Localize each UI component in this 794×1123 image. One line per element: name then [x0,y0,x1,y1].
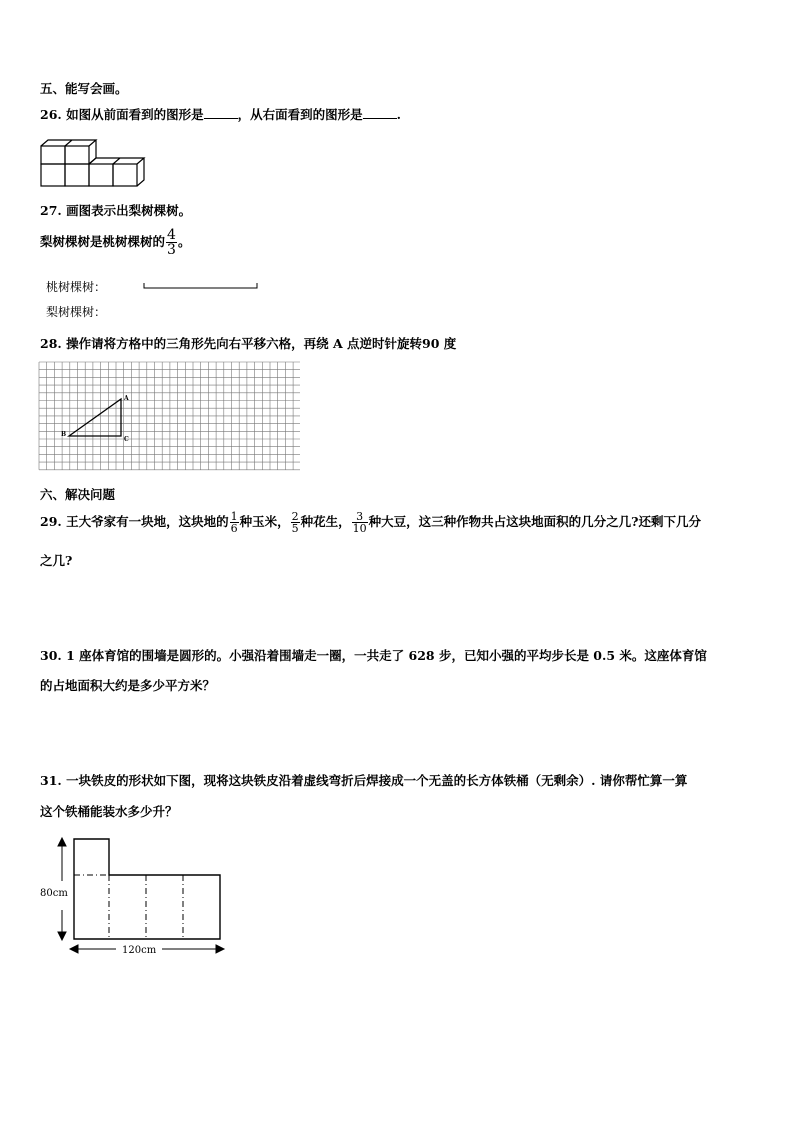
question-text: 梨树棵树是桃树棵树的 [40,234,166,249]
q27-ratio-line [40,228,190,257]
question-number: 30. [40,648,62,663]
question-text: 种大豆，这三种作物共占这块地面积的几分之几?还剩下几分 [368,514,701,529]
question-31 [40,771,687,789]
question-26 [40,105,401,123]
fraction-denominator: 10 [352,522,367,535]
fraction-denominator: 6 [230,522,238,535]
question-30 [40,646,707,664]
question-number: 31. [40,773,62,788]
question-27 [40,201,191,219]
fraction-denominator: 3 [167,242,176,258]
section-heading-6: 六、解决问题 [40,487,116,502]
dimension-width-label: 120cm [122,945,157,956]
question-number: 26. [40,107,62,122]
answer-blank-right[interactable] [363,106,397,119]
grid-figure [38,361,300,475]
question-text: 操作请将方格中的三角形先向右平移六格，再绕 A 点逆时针旋转90 度 [66,336,457,351]
q31-line2: 这个铁桶能装水多少升？ [40,804,178,819]
triangle-abc [69,399,121,436]
fraction-2-5 [291,511,300,534]
question-text: 种花生， [300,514,351,529]
fraction-denominator: 5 [291,522,299,535]
q29-line2: 之几? [40,553,73,568]
iron-sheet-net-figure [36,834,228,958]
question-text: 画图表示出梨树棵树。 [66,203,192,218]
question-text: ，从右面看到的图形是 [237,107,363,122]
fraction-1-6 [230,511,239,534]
fraction-numerator: 2 [291,510,299,523]
question-text: 种玉米， [239,514,290,529]
fraction-3-10 [352,511,368,534]
section-heading-5: 五、能写会画。 [40,81,128,96]
question-text: 。 [177,234,191,249]
question-text: . [396,107,401,122]
answer-blank-front[interactable] [204,106,238,119]
fraction-numerator: 1 [230,510,238,523]
point-c-label: C [124,436,129,443]
question-text: 1 座体育馆的围墙是圆形的。小强沿着围墙走一圈，一共走了 628 步，已知小强的平均步长是 0.5 米。这座体育馆 [66,648,707,663]
question-29 [40,511,701,534]
question-number: 28. [40,336,62,351]
fraction-numerator: 4 [167,227,176,243]
fraction-numerator: 3 [352,511,368,523]
label-peach: 桃树棵树： [46,280,107,294]
point-b-label: B [61,431,67,438]
fraction-4-3 [166,228,177,257]
question-number: 27. [40,203,62,218]
q30-line2: 的占地面积大约是多少平方米？ [40,678,216,693]
label-pear: 梨树棵树： [46,305,107,319]
question-28 [40,334,456,352]
question-text: 一块铁皮的形状如下图，现将这块铁皮沿着虚线弯折后焊接成一个无盖的长方体铁桶（无剩余）. 请你帮忙算一算 [66,773,688,788]
question-number: 29. [40,514,62,529]
question-text: 如图从前面看到的图形是 [66,107,204,122]
cube-stack-figure [38,138,150,188]
dimension-height-label: 80cm [40,888,68,899]
point-a-label: A [124,395,129,402]
peach-bar-segment [143,282,259,290]
question-text: 王大爷家有一块地，这块地的 [66,514,229,529]
